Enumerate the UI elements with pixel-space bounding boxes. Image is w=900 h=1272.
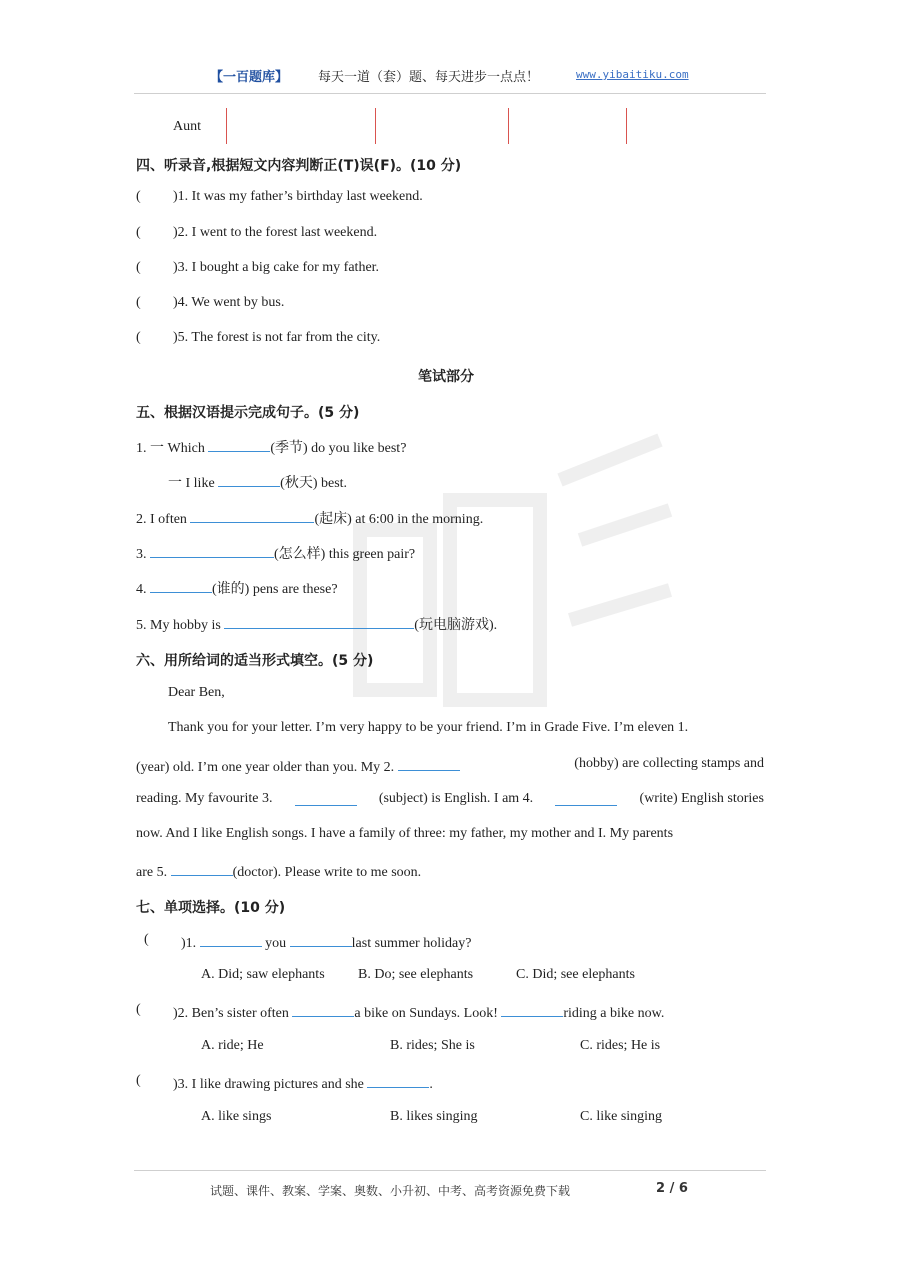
question-2: 2. I often (起床) at 6:00 in the morning. bbox=[136, 508, 483, 528]
answer-blank[interactable] bbox=[398, 756, 460, 771]
question-5: 5. My hobby is (玩电脑游戏). bbox=[136, 614, 497, 634]
footer-rule bbox=[134, 1170, 766, 1171]
letter-greeting: Dear Ben, bbox=[168, 685, 225, 700]
footer-text: 试题、课件、教案、学案、奥数、小升初、中考、高考资源免费下载 bbox=[210, 1184, 571, 1198]
section-6-title: 六、用所给词的适当形式填空。(5 分) bbox=[136, 653, 374, 669]
table-divider bbox=[226, 108, 227, 144]
question-paren: ( bbox=[136, 225, 141, 240]
option-a[interactable]: A. ride; He bbox=[201, 1038, 264, 1053]
header-rule bbox=[134, 93, 766, 94]
answer-blank[interactable] bbox=[367, 1073, 429, 1088]
table-row-label: Aunt bbox=[173, 119, 201, 134]
question-text: )4. We went by bus. bbox=[173, 295, 285, 310]
answer-blank[interactable] bbox=[200, 932, 262, 947]
option-a[interactable]: A. like sings bbox=[201, 1109, 272, 1124]
option-c[interactable]: C. Did; see elephants bbox=[516, 967, 635, 982]
answer-blank[interactable] bbox=[501, 1002, 563, 1017]
question-text: )3. I bought a big cake for my father. bbox=[173, 260, 380, 275]
question-text: )5. The forest is not far from the city. bbox=[173, 330, 381, 345]
question-paren: ( bbox=[136, 189, 141, 204]
question-1a: 1. 一 Which (季节) do you like best? bbox=[136, 437, 406, 457]
answer-blank[interactable] bbox=[290, 932, 352, 947]
letter-line-3: reading. My favourite 3. (subject) is English. I am 4. (write) English stories bbox=[136, 791, 764, 806]
header-brand: 【一百题库】 bbox=[210, 70, 289, 85]
answer-blank[interactable] bbox=[150, 543, 274, 558]
header-slogan: 每天一道（套）题、每天进步一点点！ bbox=[318, 70, 540, 85]
question-paren: ( bbox=[144, 932, 149, 947]
answer-blank[interactable] bbox=[555, 791, 617, 806]
section-7-title: 七、单项选择。(10 分) bbox=[136, 900, 286, 916]
section-4-title: 四、听录音,根据短文内容判断正(T)误(F)。(10 分) bbox=[136, 158, 462, 174]
question-paren: ( bbox=[136, 1073, 141, 1088]
answer-blank[interactable] bbox=[171, 861, 233, 876]
letter-line-4: now. And I like English songs. I have a family of three: my father, my mother and I. My parents bbox=[136, 826, 674, 841]
answer-blank[interactable] bbox=[218, 472, 280, 487]
question-paren: ( bbox=[136, 295, 141, 310]
option-a[interactable]: A. Did; saw elephants bbox=[201, 967, 325, 982]
mc-question-3: )3. I like drawing pictures and she . bbox=[173, 1073, 433, 1093]
option-c[interactable]: C. like singing bbox=[580, 1109, 663, 1124]
answer-blank[interactable] bbox=[190, 508, 314, 523]
table-divider bbox=[375, 108, 376, 144]
header-link[interactable]: www.yibaitiku.com bbox=[576, 68, 689, 81]
section-5-title: 五、根据汉语提示完成句子。(5 分) bbox=[136, 405, 360, 421]
question-paren: ( bbox=[136, 260, 141, 275]
letter-line-2: (year) old. I’m one year older than you. My 2. (hobby) are collecting stamps and bbox=[136, 756, 764, 775]
mc-question-2: )2. Ben’s sister often a bike on Sundays. Look! riding a bike now. bbox=[173, 1002, 664, 1022]
question-paren: ( bbox=[136, 330, 141, 345]
written-part-title: 笔试部分 bbox=[418, 369, 474, 385]
table-divider bbox=[626, 108, 627, 144]
watermark-logo bbox=[330, 420, 690, 740]
question-1b: 一 I like (秋天) best. bbox=[168, 472, 347, 492]
table-divider bbox=[508, 108, 509, 144]
answer-blank[interactable] bbox=[150, 578, 212, 593]
question-paren: ( bbox=[136, 1002, 141, 1017]
answer-blank[interactable] bbox=[224, 614, 414, 629]
answer-blank[interactable] bbox=[292, 1002, 354, 1017]
question-text: )2. I went to the forest last weekend. bbox=[173, 225, 378, 240]
question-3: 3. (怎么样) this green pair? bbox=[136, 543, 415, 563]
option-b[interactable]: B. rides; She is bbox=[390, 1038, 475, 1053]
question-4: 4. (谁的) pens are these? bbox=[136, 578, 338, 598]
option-b[interactable]: B. Do; see elephants bbox=[358, 967, 474, 982]
option-b[interactable]: B. likes singing bbox=[390, 1109, 478, 1124]
mc-question-1: )1. you last summer holiday? bbox=[181, 932, 471, 952]
answer-blank[interactable] bbox=[295, 791, 357, 806]
answer-blank[interactable] bbox=[208, 437, 270, 452]
letter-line-1: Thank you for your letter. I’m very happy to be your friend. I’m in Grade Five. I’m eleven 1. bbox=[168, 720, 689, 735]
letter-line-5: are 5. (doctor). Please write to me soon. bbox=[136, 861, 421, 881]
page-number: 2 / 6 bbox=[656, 1181, 688, 1196]
option-c[interactable]: C. rides; He is bbox=[580, 1038, 661, 1053]
question-text: )1. It was my father’s birthday last weekend. bbox=[173, 189, 423, 204]
